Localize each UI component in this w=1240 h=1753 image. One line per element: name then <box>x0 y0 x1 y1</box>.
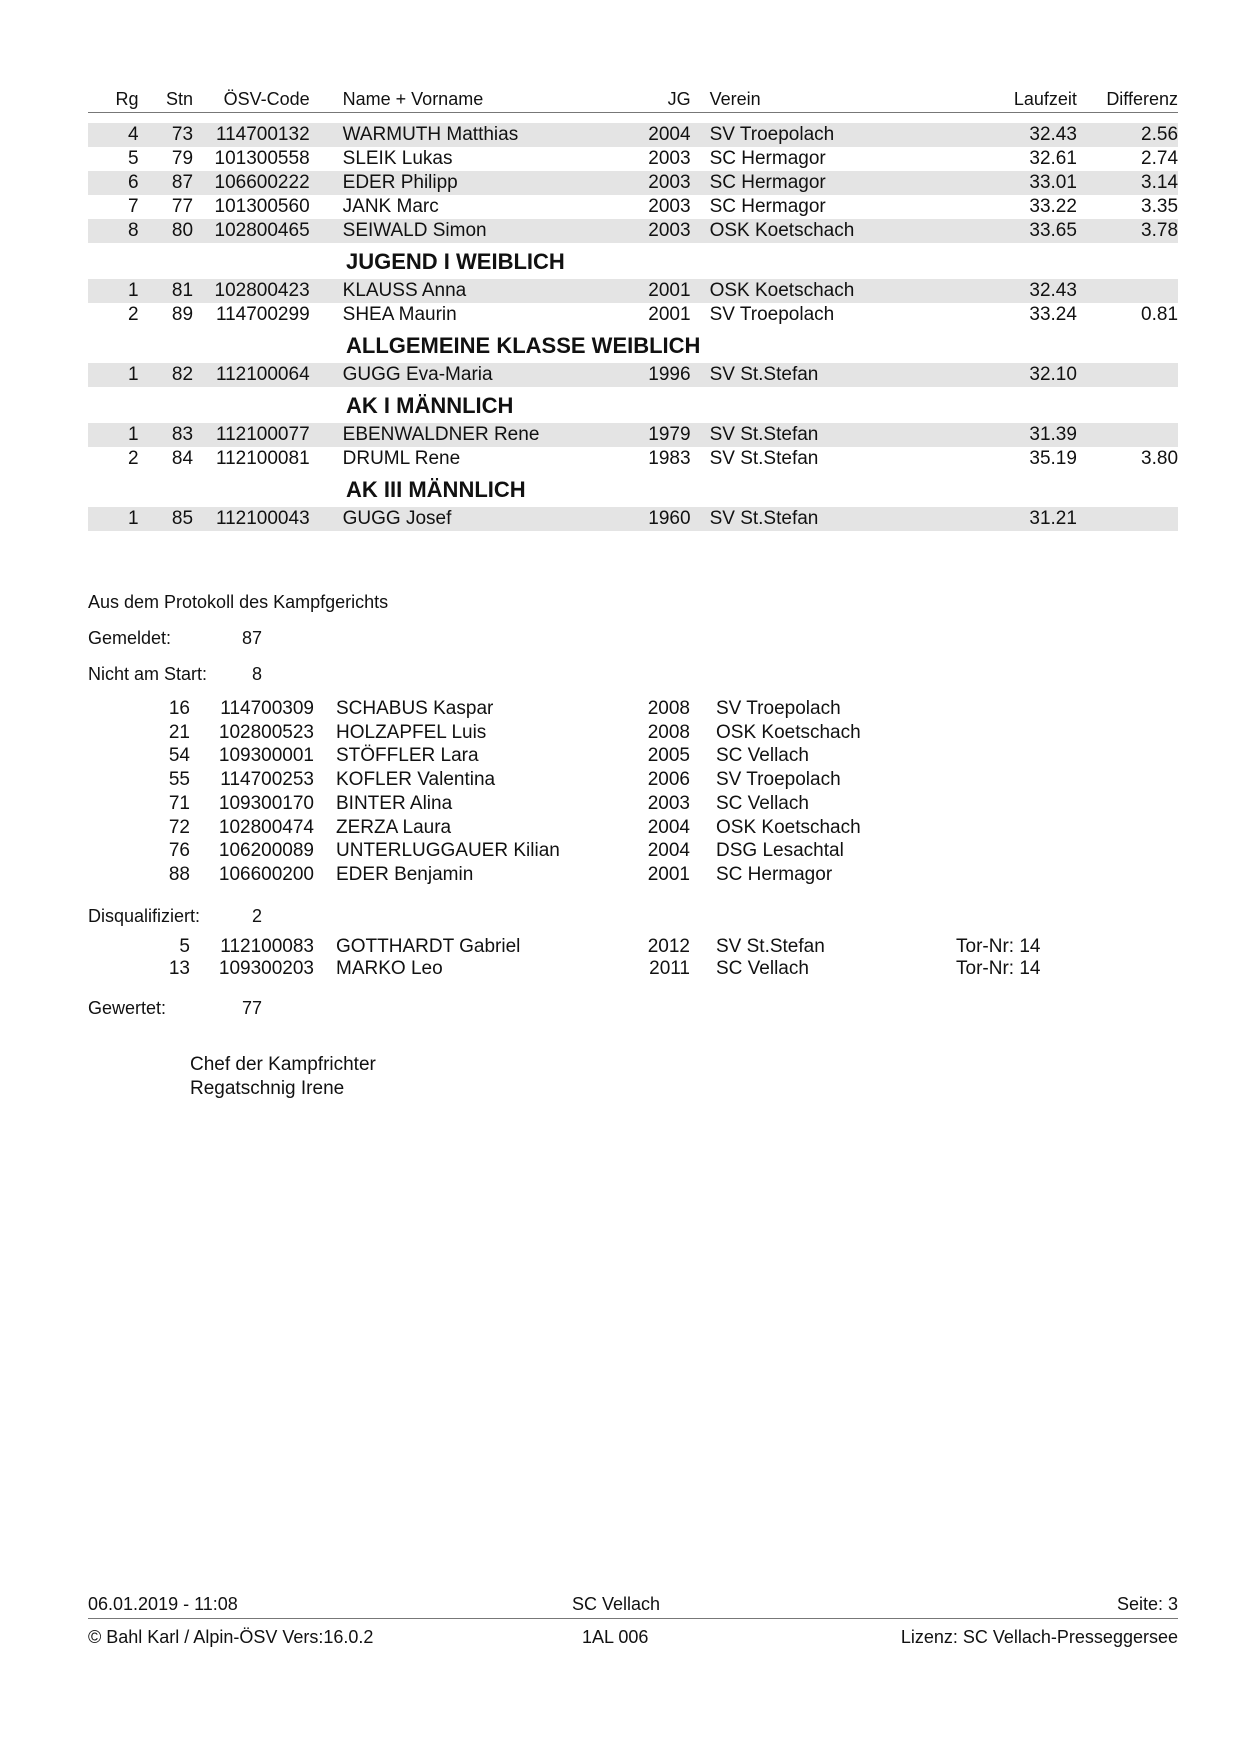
cell-rg: 5 <box>127 148 139 169</box>
cell-code: 106600222 <box>214 172 310 193</box>
cell-verein: SV Troepolach <box>709 304 835 325</box>
cell-verein: SV St.Stefan <box>709 508 819 529</box>
header-name: Name + Vorname <box>342 88 484 109</box>
item-stn: 72 <box>168 816 190 838</box>
cell-laufzeit: 33.24 <box>1029 304 1077 325</box>
cell-stn: 82 <box>171 364 194 385</box>
header-stn: Stn <box>165 88 194 109</box>
cell-stn: 87 <box>171 172 194 193</box>
cell-rg: 8 <box>127 220 139 241</box>
cell-jg: 2003 <box>648 196 691 217</box>
item-name: BINTER Alina <box>336 792 453 814</box>
item-jg: 2006 <box>647 769 690 791</box>
footer-license: Lizenz: SC Vellach-Presseggersee <box>900 1627 1178 1647</box>
table-row <box>88 171 1178 195</box>
item-code: 112100083 <box>220 936 314 957</box>
list-item <box>88 745 956 767</box>
cell-rg: 1 <box>127 424 139 445</box>
cell-jg: 1996 <box>648 364 691 385</box>
item-tor: Tor-Nr: 14 <box>956 936 1041 957</box>
cell-stn: 77 <box>171 196 194 217</box>
item-name: KOFLER Valentina <box>336 769 496 791</box>
item-verein: SV Troepolach <box>716 698 841 719</box>
chef-name: Regatschnig Irene <box>190 1078 345 1099</box>
footer-club: SC Vellach <box>572 1594 661 1614</box>
cell-laufzeit: 32.10 <box>1029 364 1077 385</box>
cell-verein: SC Hermagor <box>709 148 826 169</box>
cell-stn: 79 <box>171 148 194 169</box>
item-jg: 2012 <box>647 936 690 957</box>
table-row <box>88 447 1178 471</box>
table-row <box>88 423 1178 447</box>
footer-top <box>88 1594 1178 1619</box>
cell-diff: 3.78 <box>1141 220 1179 241</box>
cell-verein: SV St.Stefan <box>709 448 819 469</box>
item-stn: 5 <box>179 936 190 957</box>
cell-name: GUGG Eva-Maria <box>342 364 493 385</box>
cell-rg: 1 <box>127 280 139 301</box>
cell-stn: 83 <box>171 424 194 445</box>
nicht-am-start-label: Nicht am Start: <box>88 664 208 684</box>
cell-verein: SV St.Stefan <box>709 364 819 385</box>
cell-jg: 2003 <box>648 172 691 193</box>
cell-laufzeit: 31.39 <box>1029 424 1077 445</box>
cell-laufzeit: 33.01 <box>1029 172 1077 193</box>
list-item <box>88 958 1040 980</box>
footer-copyright: © Bahl Karl / Alpin-ÖSV Vers:16.0.2 <box>88 1627 374 1647</box>
item-code: 106200089 <box>218 840 314 862</box>
item-verein: SC Vellach <box>716 958 809 979</box>
table-row <box>88 195 1178 219</box>
nicht-am-start-value: 8 <box>252 664 263 684</box>
cell-jg: 1983 <box>648 448 691 469</box>
chef-title: Chef der Kampfrichter <box>190 1054 376 1075</box>
cell-code: 114700132 <box>215 124 310 145</box>
cell-diff: 3.80 <box>1141 448 1179 469</box>
cell-jg: 2003 <box>648 220 691 241</box>
cell-name: SHEA Maurin <box>342 304 457 325</box>
cell-verein: OSK Koetschach <box>709 280 855 301</box>
cell-name: SEIWALD Simon <box>342 220 487 241</box>
list-item <box>88 769 956 791</box>
item-name: HOLZAPFEL Luis <box>336 721 487 743</box>
item-code: 106600200 <box>218 863 314 885</box>
table-row <box>88 363 1178 387</box>
cell-name: EBENWALDNER Rene <box>342 424 540 445</box>
gemeldet-label: Gemeldet: <box>88 628 172 648</box>
list-item <box>88 722 956 744</box>
cell-jg: 2001 <box>648 280 691 301</box>
item-name: SCHABUS Kaspar <box>336 698 494 719</box>
item-jg: 2003 <box>647 792 690 814</box>
cell-laufzeit: 33.22 <box>1029 196 1077 217</box>
cell-rg: 7 <box>127 196 139 217</box>
item-name: STÖFFLER Lara <box>336 745 479 767</box>
category-heading: AK I MÄNNLICH <box>346 393 514 418</box>
item-jg: 2005 <box>647 745 690 767</box>
cell-rg: 4 <box>127 124 139 145</box>
header-jg: JG <box>667 88 691 109</box>
list-item <box>88 793 956 815</box>
item-verein: SC Vellach <box>716 745 809 767</box>
item-name: MARKO Leo <box>336 958 443 979</box>
item-stn: 16 <box>168 698 190 719</box>
cell-diff: 3.14 <box>1141 172 1179 193</box>
cell-stn: 89 <box>171 304 194 325</box>
footer-code: 1AL 006 <box>582 1627 649 1647</box>
cell-diff: 2.74 <box>1141 148 1179 169</box>
cell-code: 102800423 <box>214 280 310 301</box>
item-jg: 2001 <box>647 863 690 885</box>
header-differenz: Differenz <box>1106 88 1179 109</box>
cell-rg: 1 <box>127 508 139 529</box>
item-stn: 76 <box>168 840 190 862</box>
item-jg: 2008 <box>647 721 690 743</box>
cell-code: 102800465 <box>214 220 310 241</box>
list-item <box>88 817 956 839</box>
gewertet-label: Gewertet: <box>88 998 167 1018</box>
cell-laufzeit: 32.43 <box>1029 124 1077 145</box>
cell-rg: 2 <box>127 304 139 325</box>
cell-name: JANK Marc <box>342 196 439 217</box>
cell-rg: 2 <box>127 448 139 469</box>
item-stn: 55 <box>168 769 190 791</box>
cell-verein: SC Hermagor <box>709 172 826 193</box>
item-code: 109300001 <box>218 745 314 767</box>
table-row <box>88 123 1178 147</box>
list-item <box>88 698 956 720</box>
cell-name: GUGG Josef <box>342 508 452 529</box>
footer-datetime: 06.01.2019 - 11:08 <box>88 1594 238 1614</box>
item-jg: 2004 <box>647 840 690 862</box>
item-name: GOTTHARDT Gabriel <box>336 936 521 957</box>
table-row <box>88 507 1178 531</box>
item-verein: OSK Koetschach <box>716 721 861 743</box>
cell-name: SLEIK Lukas <box>342 148 453 169</box>
cell-code: 112100064 <box>215 364 310 385</box>
gewertet-value: 77 <box>242 998 263 1018</box>
item-verein: SC Hermagor <box>716 863 833 885</box>
header-verein: Verein <box>709 88 761 109</box>
item-code: 114700309 <box>220 698 314 719</box>
item-verein: SV St.Stefan <box>716 936 825 957</box>
item-code: 102800474 <box>218 816 314 838</box>
cell-code: 114700299 <box>215 304 310 325</box>
item-verein: OSK Koetschach <box>716 816 861 838</box>
cell-verein: SV St.Stefan <box>709 424 819 445</box>
cell-jg: 2004 <box>648 124 691 145</box>
cell-diff: 0.81 <box>1141 304 1179 325</box>
footer-page: Seite: 3 <box>1116 1594 1178 1614</box>
list-item <box>88 840 956 862</box>
cell-rg: 1 <box>127 364 139 385</box>
cell-stn: 85 <box>171 508 194 529</box>
cell-verein: SV Troepolach <box>709 124 835 145</box>
item-verein: SV Troepolach <box>716 769 841 791</box>
item-jg: 2011 <box>649 958 690 979</box>
cell-jg: 1960 <box>648 508 691 529</box>
cell-code: 101300560 <box>214 196 310 217</box>
list-item <box>88 936 1040 958</box>
cell-verein: SC Hermagor <box>709 196 826 217</box>
cell-diff: 2.56 <box>1141 124 1179 145</box>
item-stn: 71 <box>168 792 190 814</box>
cell-stn: 81 <box>171 280 194 301</box>
cell-name: EDER Philipp <box>342 172 458 193</box>
category-heading: ALLGEMEINE KLASSE WEIBLICH <box>346 333 701 358</box>
item-code: 109300203 <box>218 958 314 979</box>
cell-name: DRUML Rene <box>342 448 461 469</box>
cell-jg: 2001 <box>648 304 691 325</box>
cell-code: 112100081 <box>215 448 310 469</box>
header-rg: Rg <box>115 88 139 109</box>
cell-verein: OSK Koetschach <box>709 220 855 241</box>
table-row <box>88 147 1178 171</box>
item-jg: 2008 <box>647 698 690 719</box>
table-row <box>88 279 1178 303</box>
table-header <box>88 86 1178 113</box>
item-name: EDER Benjamin <box>336 863 474 885</box>
gemeldet-value: 87 <box>242 628 263 648</box>
item-verein: DSG Lesachtal <box>716 840 844 862</box>
cell-code: 112100043 <box>215 508 310 529</box>
cell-jg: 2003 <box>648 148 691 169</box>
cell-rg: 6 <box>127 172 139 193</box>
disqualifiziert-label: Disqualifiziert: <box>88 906 201 926</box>
category-heading: JUGEND I WEIBLICH <box>346 249 565 274</box>
category-heading: AK III MÄNNLICH <box>346 477 526 502</box>
item-stn: 13 <box>168 958 190 979</box>
footer-bottom <box>88 1627 1178 1651</box>
cell-stn: 84 <box>171 448 194 469</box>
cell-jg: 1979 <box>648 424 691 445</box>
item-jg: 2004 <box>647 816 690 838</box>
item-name: ZERZA Laura <box>336 816 452 838</box>
item-code: 114700253 <box>220 769 314 791</box>
item-stn: 54 <box>168 745 190 767</box>
cell-name: WARMUTH Matthias <box>342 124 519 145</box>
cell-laufzeit: 33.65 <box>1029 220 1077 241</box>
header-laufzeit: Laufzeit <box>1013 88 1077 109</box>
table-body <box>88 123 1178 531</box>
table-row <box>88 219 1178 243</box>
disqualifiziert-value: 2 <box>252 906 263 926</box>
item-stn: 88 <box>168 863 190 885</box>
cell-laufzeit: 35.19 <box>1029 448 1077 469</box>
item-code: 102800523 <box>218 721 314 743</box>
cell-name: KLAUSS Anna <box>342 280 467 301</box>
item-name: UNTERLUGGAUER Kilian <box>336 840 560 862</box>
cell-stn: 73 <box>171 124 194 145</box>
results-table <box>88 86 1178 531</box>
cell-laufzeit: 32.61 <box>1029 148 1077 169</box>
item-stn: 21 <box>168 721 190 743</box>
item-code: 109300170 <box>218 792 314 814</box>
item-verein: SC Vellach <box>716 792 809 814</box>
cell-code: 101300558 <box>214 148 310 169</box>
table-row <box>88 303 1178 327</box>
cell-laufzeit: 32.43 <box>1029 280 1077 301</box>
item-tor: Tor-Nr: 14 <box>956 958 1041 979</box>
cell-laufzeit: 31.21 <box>1029 508 1077 529</box>
cell-stn: 80 <box>171 220 194 241</box>
cell-code: 112100077 <box>215 424 310 445</box>
header-code: ÖSV-Code <box>223 88 310 109</box>
protocol-title: Aus dem Protokoll des Kampfgerichts <box>88 592 389 612</box>
list-item <box>88 864 956 886</box>
cell-diff: 3.35 <box>1141 196 1179 217</box>
